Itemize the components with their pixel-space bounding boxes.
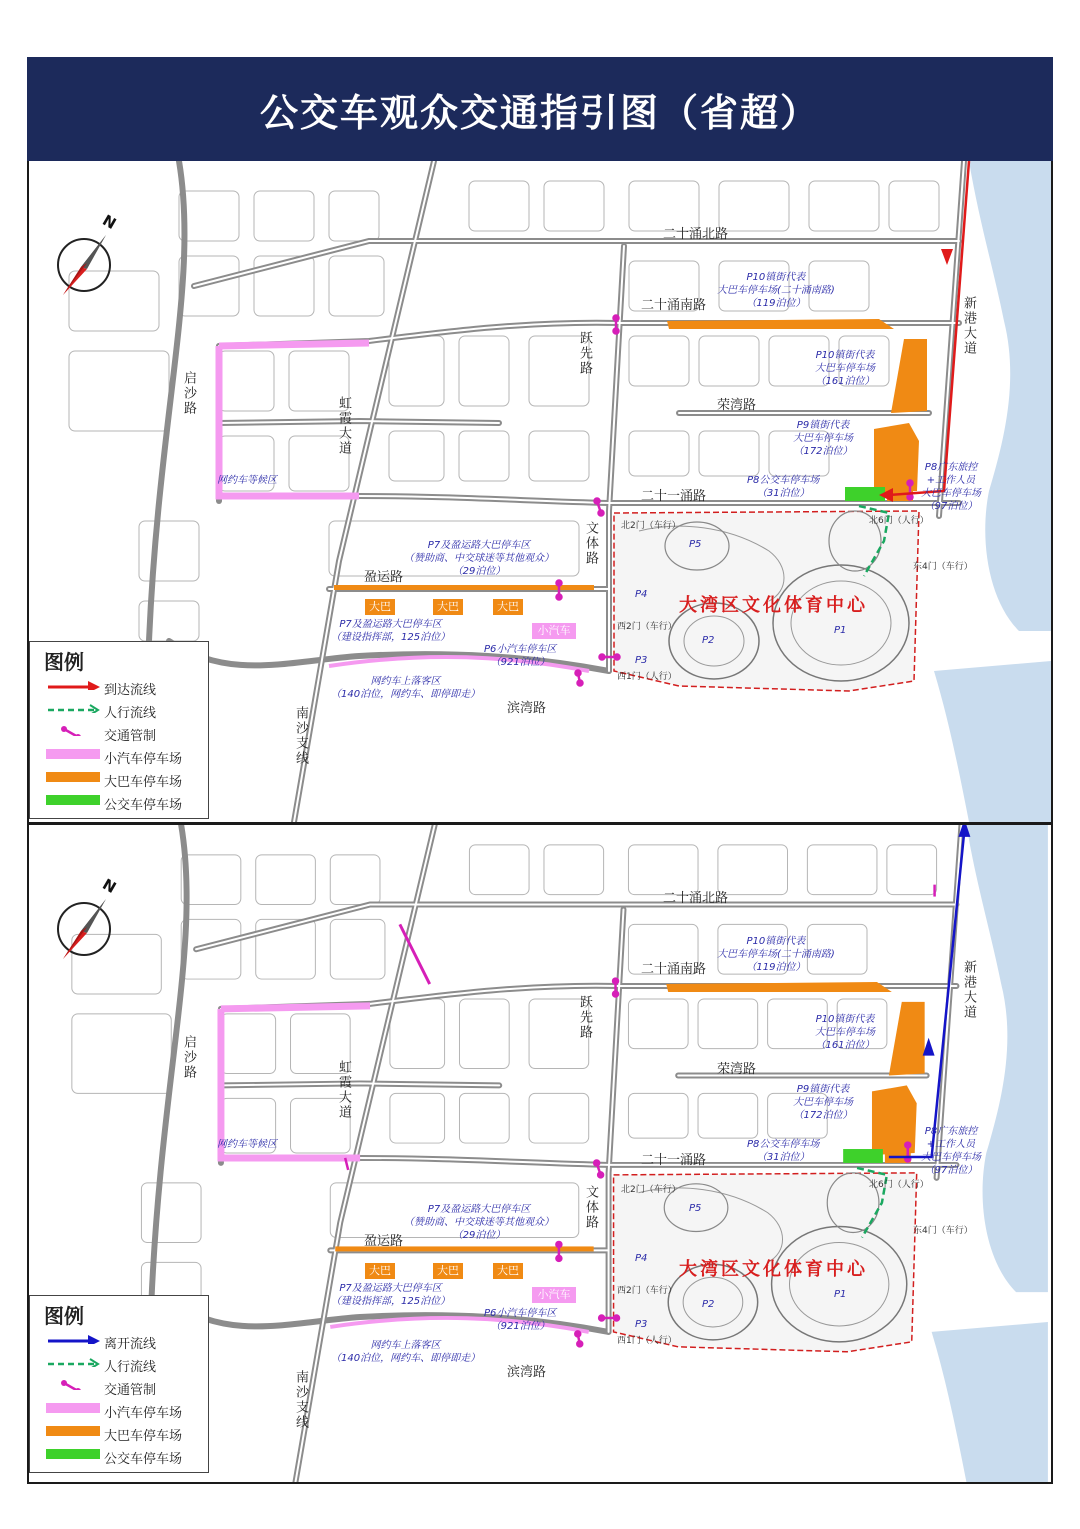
car-tag: 小汽车: [532, 1287, 576, 1303]
label-p10-east: P10镇街代表 大巴车停车场 （161泊位）: [815, 1014, 875, 1051]
zone-p1: P1: [834, 1289, 847, 1300]
legend-row: [38, 1401, 208, 1419]
gate-north6: 北6门（人行）: [869, 516, 929, 526]
arrival-arrowhead: [941, 249, 953, 265]
legend-row: [38, 724, 208, 742]
bus-parking-p10-east: [891, 339, 927, 413]
arrival-map-panel: [29, 161, 1051, 822]
bus-tag: 大巴: [365, 1263, 395, 1279]
label-p6: P6小汽车停车区 （921泊位）: [484, 1308, 557, 1332]
road-label-ershichong-north: 二十涌北路: [663, 227, 729, 242]
label-p7-command: P7及盈运路大巴停车区 （建设指挥部，125泊位）: [331, 619, 451, 643]
legend-label: 人行流线: [104, 706, 157, 721]
legend-swatch-icon: [44, 1447, 100, 1459]
legend-row: [38, 1355, 208, 1373]
road-label-yingyun: 盈运路: [364, 1234, 404, 1249]
road-label-ershichong-south: 二十涌南路: [641, 962, 707, 977]
legend-label: 大巴车停车场: [104, 1429, 183, 1444]
label-p7-yingyun: P7及盈运路大巴停车区 （赞助商、中交球迷等其他观众） （29泊位）: [404, 540, 554, 577]
label-ride-drop: 网约车上落客区 （140泊位，网约车、即停即走）: [331, 1340, 481, 1364]
legend-swatch-icon: [44, 747, 100, 759]
legend-swatch-icon: [44, 1401, 100, 1413]
label-ride-wait: 网约车等候区: [217, 475, 277, 486]
page-title: 公交车观众交通指引图（省超）: [259, 90, 820, 135]
legend-swatch-icon: [44, 770, 100, 782]
venue-name-label: 大湾区文化体育中心: [679, 595, 868, 616]
major-roads: [151, 825, 961, 1482]
legend-row: [38, 1447, 208, 1465]
legend-row: [38, 1332, 208, 1350]
road-label-wenti: 文体路: [583, 1185, 598, 1230]
gate-east4: 东4门（车行）: [913, 1226, 973, 1236]
legend-label: 小汽车停车场: [104, 752, 183, 767]
legend-label: 交通管制: [104, 729, 157, 744]
legend-label: 人行流线: [104, 1360, 157, 1375]
legend-swatch-icon: [44, 1424, 100, 1436]
gate-north6: 北6门（人行）: [869, 1180, 929, 1190]
legend-title: 图例: [44, 650, 84, 674]
road-label-xingang: 新港大道: [961, 960, 976, 1020]
legend-swatch-icon: [44, 701, 100, 713]
legend-row: [38, 770, 208, 788]
zone-p4: P4: [635, 1253, 648, 1264]
zone-p2: P2: [702, 1299, 715, 1310]
label-ride-wait: 网约车等候区: [217, 1139, 277, 1150]
bus-tag: 大巴: [433, 599, 463, 615]
road-label-qisha: 启沙路: [181, 1035, 196, 1080]
road-label-rongwan: 荣湾路: [717, 1062, 757, 1077]
legend-label: 交通管制: [104, 1383, 157, 1398]
road-label-hongxia: 虹霞大道: [336, 1060, 351, 1120]
road-label-yuexian: 跃先路: [577, 995, 592, 1040]
legend-swatch-icon: [44, 1378, 100, 1390]
major-roads: [149, 161, 964, 822]
legend-swatch-icon: [44, 724, 100, 736]
label-p8-guangdong: P8广东旅控 +工作人员 大巴车停车场 （97泊位）: [921, 462, 981, 512]
label-p8-bus: P8公交车停车场 （31泊位）: [747, 1139, 820, 1163]
bus-tag: 大巴: [365, 599, 395, 615]
car-tag: 小汽车: [532, 623, 576, 639]
label-p9: P9镇街代表 大巴车停车场 （172泊位）: [793, 420, 853, 457]
road-label-yuexian: 跃先路: [577, 331, 592, 376]
legend-label: 公交车停车场: [104, 1452, 183, 1467]
road-label-nansha: 南沙支线: [293, 1370, 308, 1430]
road-label-yingyun: 盈运路: [364, 570, 404, 585]
legend-label: 公交车停车场: [104, 798, 183, 813]
legend-row: [38, 678, 208, 696]
road-label-xingang: 新港大道: [961, 296, 976, 356]
compass-north-label: N: [99, 875, 120, 897]
bus-stop-parking-p8: [843, 1149, 883, 1163]
legend-swatch-icon: [44, 1332, 100, 1344]
gate-west2: 西2门（车行）: [617, 622, 677, 632]
river-water: [932, 1322, 1048, 1482]
bus-tag: 大巴: [493, 599, 523, 615]
zone-p3: P3: [635, 1319, 648, 1330]
legend-row: [38, 747, 208, 765]
departure-map-panel: [29, 825, 1051, 1482]
road-label-wenti: 文体路: [583, 521, 598, 566]
label-p8-bus: P8公交车停车场 （31泊位）: [747, 475, 820, 499]
road-label-binwan: 滨湾路: [507, 701, 547, 716]
river-water: [934, 661, 1051, 822]
legend-swatch-icon: [44, 678, 100, 690]
zone-p3: P3: [635, 655, 648, 666]
legend-row: [38, 1424, 208, 1442]
label-p9: P9镇街代表 大巴车停车场 （172泊位）: [793, 1084, 853, 1121]
road-label-binwan: 滨湾路: [507, 1365, 547, 1380]
gate-north2: 北2门（车行）: [621, 521, 681, 531]
compass-north-label: N: [99, 211, 120, 233]
legend-row: [38, 1378, 208, 1396]
legend-title: 图例: [44, 1304, 84, 1328]
gate-west1: 西1门（人行）: [617, 1336, 677, 1346]
zone-p5: P5: [689, 539, 702, 550]
label-p10-south: P10镇街代表 大巴车停车场(二十涌南路) （119泊位）: [717, 272, 835, 309]
label-p7-yingyun: P7及盈运路大巴停车区 （赞助商、中交球迷等其他观众） （29泊位）: [404, 1204, 554, 1241]
road-label-qisha: 启沙路: [181, 371, 196, 416]
river-water: [966, 825, 1048, 1292]
zone-p4: P4: [635, 589, 648, 600]
gate-north2: 北2门（车行）: [621, 1185, 681, 1195]
legend-row: [38, 793, 208, 811]
label-p8-guangdong: P8广东旅控 +工作人员 大巴车停车场 （97泊位）: [921, 1126, 981, 1176]
label-p10-south: P10镇街代表 大巴车停车场(二十涌南路) （119泊位）: [717, 936, 835, 973]
road-label-hongxia: 虹霞大道: [336, 396, 351, 456]
legend-label: 大巴车停车场: [104, 775, 183, 790]
bus-tag: 大巴: [433, 1263, 463, 1279]
road-label-ershichong-south: 二十涌南路: [641, 298, 707, 313]
label-p10-east: P10镇街代表 大巴车停车场 （161泊位）: [815, 350, 875, 387]
road-label-rongwan: 荣湾路: [717, 398, 757, 413]
bus-parking-p10-east: [889, 1002, 925, 1076]
label-p6: P6小汽车停车区 （921泊位）: [484, 644, 557, 668]
legend-label: 小汽车停车场: [104, 1406, 183, 1421]
river-water: [969, 161, 1051, 631]
zone-p2: P2: [702, 635, 715, 646]
gate-west1: 西1门（人行）: [617, 672, 677, 682]
road-label-ershiyi: 二十一涌路: [641, 489, 707, 504]
venue-name-label: 大湾区文化体育中心: [679, 1259, 868, 1280]
road-label-ershiyi: 二十一涌路: [641, 1153, 707, 1168]
legend-label: 到达流线: [104, 683, 157, 698]
bus-stop-parking-p8: [845, 487, 885, 501]
map-legend: [29, 641, 209, 819]
legend-swatch-icon: [44, 1355, 100, 1367]
map-legend: [29, 1295, 209, 1473]
label-ride-drop: 网约车上落客区 （140泊位，网约车、即停即走）: [331, 676, 481, 700]
gate-east4: 东4门（车行）: [913, 562, 973, 572]
legend-row: [38, 701, 208, 719]
zone-p5: P5: [689, 1203, 702, 1214]
label-p7-command: P7及盈运路大巴停车区 （建设指挥部，125泊位）: [331, 1283, 451, 1307]
gate-west2: 西2门（车行）: [617, 1286, 677, 1296]
legend-swatch-icon: [44, 793, 100, 805]
legend-label: 离开流线: [104, 1337, 157, 1352]
road-label-ershichong-north: 二十涌北路: [663, 891, 729, 906]
zone-p1: P1: [834, 625, 847, 636]
title-bar: [27, 57, 1053, 161]
bus-tag: 大巴: [493, 1263, 523, 1279]
road-label-nansha: 南沙支线: [293, 706, 308, 766]
bus-parking-yingyun: [334, 585, 594, 590]
